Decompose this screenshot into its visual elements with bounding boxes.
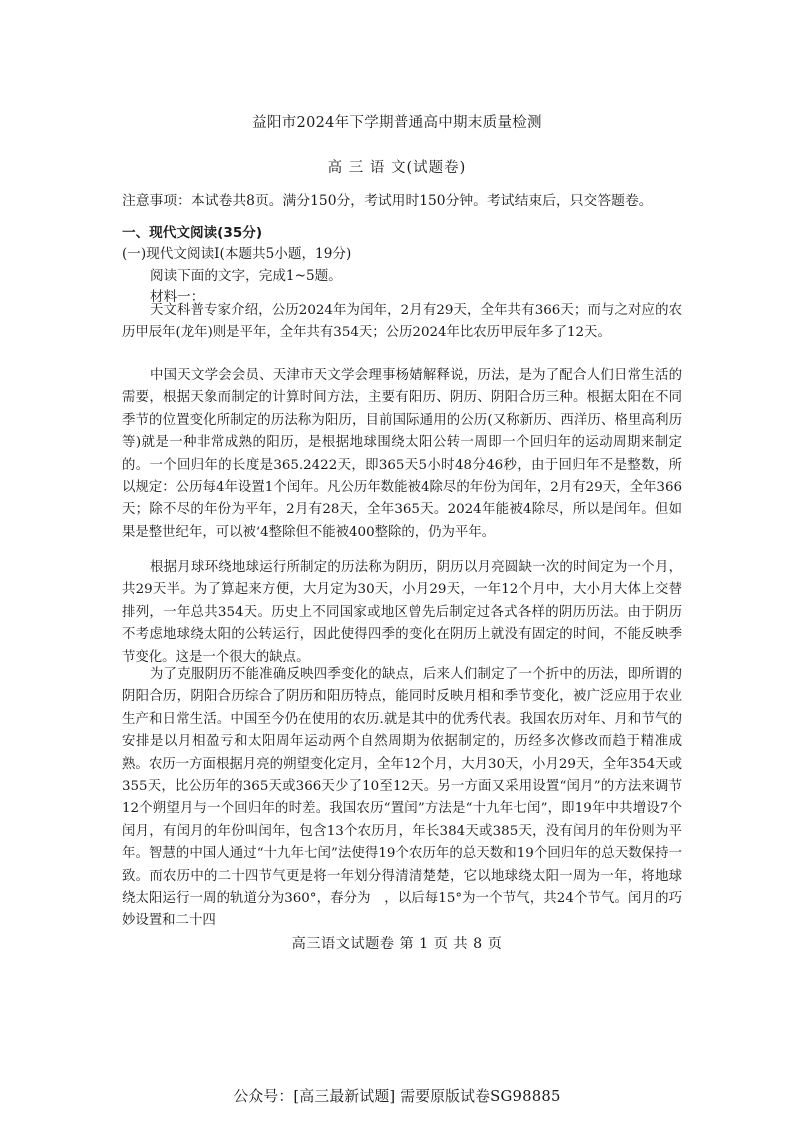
watermark-text: 公众号：[高三最新试题] 需要原版试卷SG98885 <box>233 1088 561 1105</box>
section-heading: 一、现代文阅读(35分) <box>122 225 263 241</box>
paragraph-1: 天文科普专家介绍，公历2024年为闰年，2月有29天，全年共有366天；而与之对应的农历甲辰年(龙年)则是平年，全年共有354天；公历2024年比农历甲辰年多了12天。 <box>122 303 682 341</box>
sub-section-heading: (一)现代文阅读Ⅰ(本题共5小题，19分) <box>122 246 352 262</box>
paragraph-3: 根据月球环绕地球运行所制定的历法称为阴历，阴历以月亮圆缺一次的时间定为一个月，共29天半。为了算起来方便，大月定为30天，小月29天，一年12个月中，大小月大体上交替排列，一年总共354天。历史上不同国家或地区曾先后制定过各式各样的阴历历法。由于阴历不考虑地球绕太阳的公转运行，因此使得四季的变化在阴历上就没有固定的时间，不能反映季节变化。这是一个很大的缺点。 <box>122 560 682 665</box>
reading-instruction: 阅读下面的文字，完成1~5题。 <box>150 268 342 284</box>
page-footer: 高三语文试题卷 第 1 页 共 8 页 <box>291 936 503 952</box>
exam-subtitle: 高 三 语 文(试题卷) <box>327 160 467 176</box>
material-label: 材料一： <box>150 289 205 305</box>
paragraph-2: 中国天文学会会员、天津市天文学会理事杨婧解释说，历法，是为了配合人们日常生活的需要，根据天象而制定的计算时间方法，主要有阳历、阴历、阴阳合历三种。根据太阳在不同季节的位置变化所制定的历法称为阳历，目前国际通用的公历(又称新历、西洋历、格里高利历等)就是一种非常成熟的阳历，是根据地球围绕太阳公转一周即一个回归年的运动周期来制定的。一个回归年的长度是365.2422天，即365天5小时48分46秒，由于回归年不是整数，所以规定：公历每4年设置1个闰年。凡公历年数能被4除尽的年份为闰年，2月有29天，全年366天；除不尽的年份为平年，2月有28天，全年365天。2024年能被4除尽，所以是闰年。但如果是整世纪年，可以被‘4整除但不能被400整除的，仍为平年。 <box>122 368 682 540</box>
exam-title: 益阳市2024年下学期普通高中期末质量检测 <box>252 115 542 131</box>
exam-notice: 注意事项：本试卷共8页。满分150分，考试用时150分钟。考试结束后，只交答题卷。 <box>122 193 653 209</box>
paragraph-4: 为了克服阴历不能准确反映四季变化的缺点，后来人们制定了一个折中的历法，即所谓的阴阳合历，阴阳合历综合了阴历和阳历特点，能同时反映月相和季节变化，被广泛应用于农业生产和日常生活。中国至今仍在使用的农历.就是其中的优秀代表。我国农历对年、月和节气的安排是以月相盈亏和太阳周年运动两个自然周期为依据制定的，历经多次修改而趋于精准成熟。农历一方面根据月亮的朔望变化定月，全年12个月，大月30天，小月29天，全年354天或355天，比公历年的365天或366天少了10至12天。另一方面又采用设置“闰月”的方法来调节12个朔望月与一个回归年的时差。我国农历“置闰”方法是“十九年七闰”，即19年中共增设7个闰月，有闰月的年份叫闰年，包含13个农历月，年长384天或385天，没有闰月的年份则为平年。智慧的中国人通过“十九年七闰”法使得19个农历年的总天数和19个回归年的总天数保持一致。而农历中的二十四节气更是将一年划分得清清楚楚，它以地球绕太阳一周为一年，将地球绕太阳运行一周的轨道分为360°，春分为 ，以后每15°为一个节气，共24个节气。闰月的巧妙设置和二十四 <box>122 667 682 929</box>
